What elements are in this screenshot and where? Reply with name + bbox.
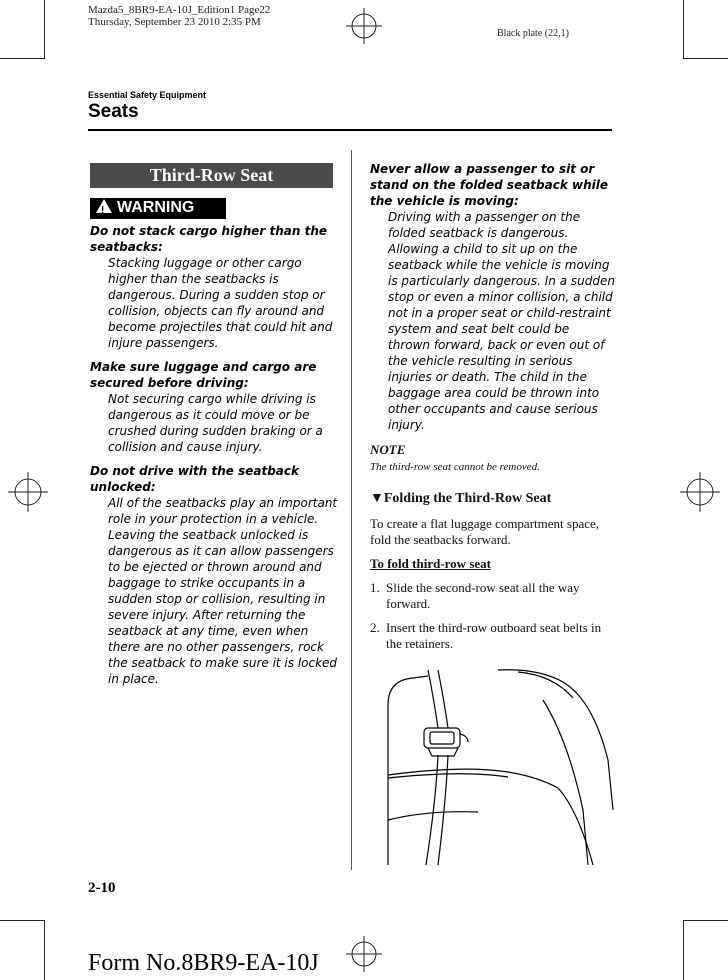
file-info — [88, 4, 270, 28]
file-name-line: Mazda5_8BR9-EA-10J_Edition1 Page22 — [88, 4, 271, 16]
registration-mark-bottom — [346, 936, 382, 972]
warning-heading: Do not stack cargo higher than the seatbacks: — [90, 224, 328, 254]
warning-body: Stacking luggage or other cargo higher than the seatbacks is dangerous. During a sudden stop or collision, objects can fly around and become projectiles that could hit and injure passengers. — [108, 256, 333, 350]
page-number: 2-10 — [88, 880, 116, 896]
warning-heading: Never allow a passenger to sit or stand on the folded seatback while the vehicle is moving: — [370, 162, 608, 208]
warning-item — [90, 223, 342, 351]
page-title: Seats — [88, 101, 139, 122]
warning-heading: Make sure luggage and cargo are secured before driving: — [90, 360, 317, 390]
print-date-line: Thursday, September 23 2010 2:35 PM — [88, 16, 261, 28]
warning-item — [90, 463, 342, 687]
warning-body: Driving with a passenger on the folded seatback is dangerous. Allowing a child to sit up on the seatback while the vehicle is moving is particularly dangerous. In a sudden stop or even a minor collision, a child not in a proper seat or child-restraint system and seat belt could be thrown forward, back or even out of the vehicle resulting in serious injuries or death. The child in the baggage area could be thrown into other occupants and cause serious injury. — [388, 210, 615, 432]
warning-label-text: WARNING — [117, 199, 195, 216]
step-list — [370, 580, 612, 652]
left-warnings — [90, 223, 342, 695]
column-divider — [351, 150, 352, 870]
warning-body: Not securing cargo while driving is dangerous as it could move or be crushed during sudden braking or a collision and cause injury. — [108, 392, 323, 454]
seat-belt-illustration — [368, 660, 618, 870]
note-text: The third-row seat cannot be removed. — [370, 461, 540, 473]
right-warning — [370, 161, 615, 441]
plate-label: Black plate (22,1) — [497, 28, 569, 39]
step-item — [370, 620, 612, 652]
note-label: NOTE — [370, 442, 406, 457]
step-item — [370, 580, 612, 612]
warning-heading: Do not drive with the seatback unlocked: — [90, 464, 299, 494]
registration-mark-right — [680, 472, 720, 512]
registration-mark-left — [8, 472, 48, 512]
section-label: Essential Safety Equipment — [88, 90, 207, 100]
intro-text: To create a flat luggage compartment space, fold the seatbacks forward. — [370, 516, 600, 547]
subheading-text: Folding the Third-Row Seat — [383, 491, 552, 506]
step-number: 1. — [370, 580, 380, 595]
title-rule — [88, 129, 612, 131]
subheading — [370, 491, 551, 507]
warning-label — [90, 198, 226, 219]
form-number: Form No.8BR9-EA-10J — [88, 950, 319, 976]
warning-icon: ! — [96, 199, 112, 213]
registration-mark-top — [346, 8, 382, 44]
step-number: 2. — [370, 620, 380, 635]
step-text: Insert the third-row outboard seat belts in the retainers. — [386, 620, 602, 651]
warning-item — [90, 359, 342, 455]
triangle-down-icon: ▼ — [370, 491, 384, 506]
section-banner: Third-Row Seat — [90, 163, 333, 188]
step-text: Slide the second-row seat all the way forward. — [386, 580, 580, 611]
procedure-title: To fold third-row seat — [370, 556, 491, 571]
warning-body: All of the seatbacks play an important role in your protection in a vehicle. Leaving the seatback unlocked is dangerous as it can allow passengers to be ejected or thrown around and baggage to strike occupants in a sudden stop or collision, resulting in severe injury. After returning the seatback at any time, even when there are no other passengers, rock the seatback to make sure it is locked in place. — [108, 496, 338, 686]
